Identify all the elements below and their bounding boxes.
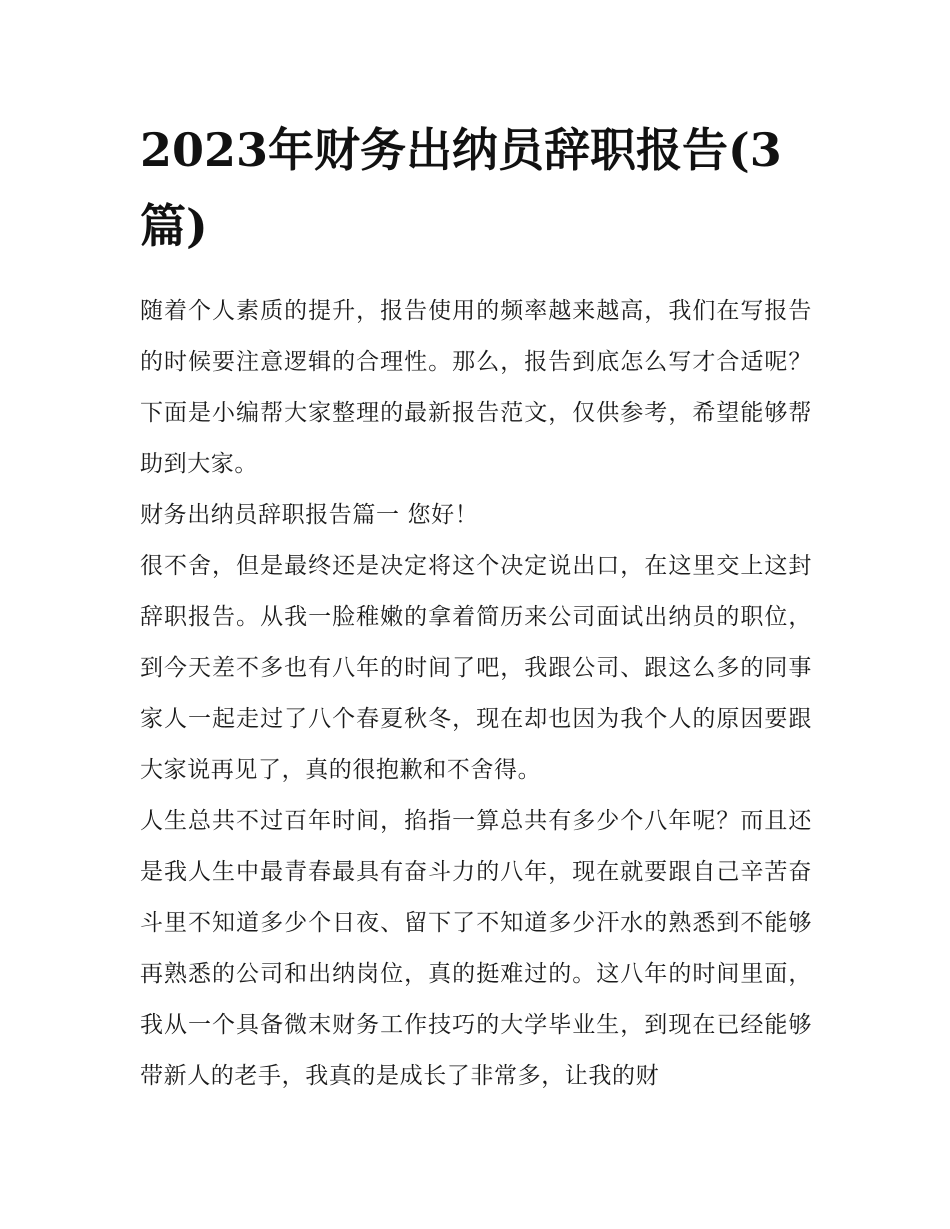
- body-paragraph: 很不舍，但是最终还是决定将这个决定说出口，在这里交上这封辞职报告。从我一脸稚嫩的拿着简历来公司面试出纳员的职位，到今天差不多也有八年的时间了吧，我跟公司、跟这么多的同事家人一起走过了八个春夏秋冬，现在却也因为我个人的原因要跟大家说再见了，真的很抱歉和不舍得。: [140, 553, 812, 783]
- intro-paragraph: 随着个人素质的提升，报告使用的频率越来越高，我们在写报告的时候要注意逻辑的合理性。那么，报告到底怎么写才合适呢？下面是小编帮大家整理的最新报告范文，仅供参考，希望能够帮助到大家。: [140, 298, 812, 477]
- document-body: [140, 112, 812, 1102]
- document-title: 2023年财务出纳员辞职报告(3篇): [140, 123, 782, 253]
- body-paragraph: 人生总共不过百年时间，掐指一算总共有多少个八年呢？而且还是我人生中最青春最具有奋斗力的八年，现在就要跟自己辛苦奋斗里不知道多少个日夜、留下了不知道多少汗水的熟悉到不能够再熟悉的公司和出纳岗位，真的挺难过的。这八年的时间里面，我从一个具备微末财务工作技巧的大学毕业生，到现在已经能够带新人的老手，我真的是成长了非常多，让我的财: [140, 808, 812, 1089]
- section-heading-paragraph: 财务出纳员辞职报告篇一 您好！: [140, 502, 479, 528]
